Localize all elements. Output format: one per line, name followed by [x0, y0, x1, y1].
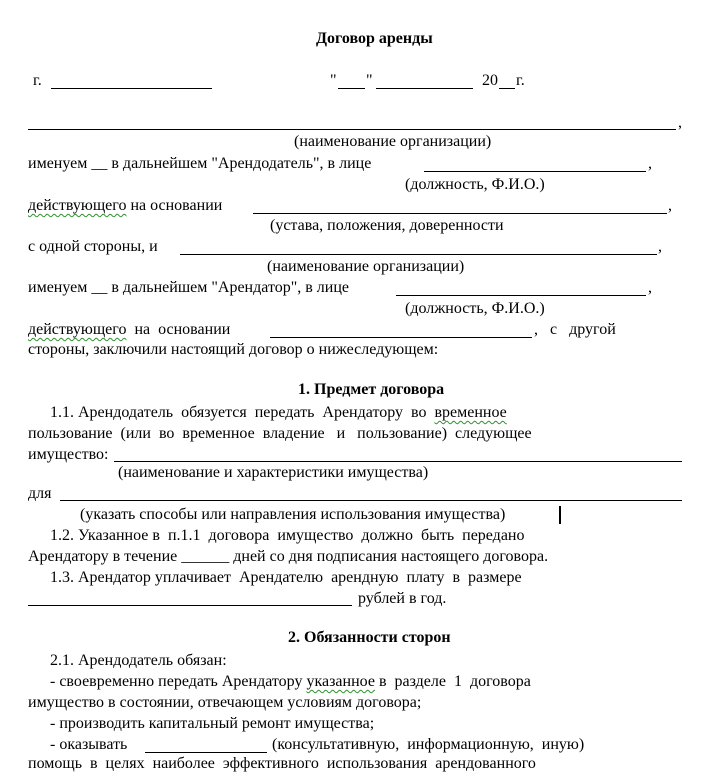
- landlord-basis-comma: ,: [668, 197, 672, 214]
- year-blank[interactable]: [499, 88, 515, 89]
- city-blank[interactable]: [51, 88, 212, 89]
- s2-b1-line2: имущество в состоянии, отвечающем условиям договора;: [28, 694, 422, 711]
- month-blank[interactable]: [376, 88, 473, 89]
- agreement-line: стороны, заключили настоящий договор о нижеследующем:: [28, 341, 439, 358]
- property-blank[interactable]: [114, 461, 682, 462]
- text-cursor: [559, 506, 561, 524]
- city-prefix: г.: [33, 72, 42, 89]
- property-caption: (наименование и характеристики имущества): [118, 464, 429, 481]
- landlord-rep-blank[interactable]: [424, 171, 646, 172]
- other-side-text: , с другой: [534, 321, 616, 338]
- day-blank[interactable]: [338, 88, 365, 89]
- document-title: Договор аренды: [316, 30, 433, 47]
- tenant-org-comma: ,: [658, 238, 662, 255]
- landlord-basis-blank[interactable]: [253, 213, 667, 214]
- s1-p3-line2: рублей в год.: [358, 590, 447, 607]
- s1-p2-line1: 1.2. Указанное в п.1.1 договора имущество должно быть передано: [50, 527, 525, 544]
- landlord-rep-comma: ,: [648, 155, 652, 172]
- date-open-quote: ": [330, 72, 337, 89]
- s2-b1-line1: [50, 673, 531, 691]
- rent-amount-blank[interactable]: [28, 605, 352, 606]
- landlord-org-caption: (наименование организации): [294, 133, 492, 150]
- landlord-org-comma: ,: [678, 114, 682, 131]
- acting-label-2: [28, 321, 230, 339]
- tenant-position-caption: (должность, Ф.И.О.): [405, 300, 545, 317]
- year-suffix: г.: [516, 72, 525, 89]
- s1-p1-line3: имущество:: [28, 446, 109, 463]
- s1-p3-line1: 1.3. Арендатор уплачивает Арендателю арендную плату в размере: [50, 569, 522, 586]
- on-basis-label: на основании: [130, 197, 223, 214]
- landlord-org-blank[interactable]: [28, 129, 676, 130]
- tenant-text: именуем __ в дальнейшем "Арендатор", в лице: [28, 279, 350, 296]
- assistance-blank[interactable]: [145, 752, 267, 753]
- acting-label: [28, 197, 222, 215]
- tenant-rep-comma: ,: [648, 279, 652, 296]
- usage-caption: (указать способы или направления использования имущества): [80, 506, 506, 523]
- acting-word: действующего: [28, 197, 127, 214]
- indicated-word: указанное: [306, 673, 375, 690]
- s1-p1-line1-text: 1.1. Арендодатель обязуется передать Арендатору во: [50, 404, 435, 421]
- section1-heading: 1. Предмет договора: [298, 381, 445, 398]
- s2-b3-b: (консультативную, информационную, иную): [272, 736, 585, 753]
- s2-b1-text-a: - своевременно передать Арендатору: [50, 673, 307, 690]
- tenant-org-caption: (наименование организации): [267, 258, 465, 275]
- charter-caption: (устава, положения, доверенности: [270, 217, 504, 234]
- s2-b3-a: - оказывать: [50, 736, 128, 753]
- temporary-word: временное: [434, 404, 507, 421]
- tenant-org-blank[interactable]: [180, 254, 657, 255]
- s2-b3-line2: помощь в целях наиболее эффективного использования арендованного: [28, 755, 536, 772]
- date-close-quote: ": [366, 72, 373, 89]
- landlord-position-caption: (должность, Ф.И.О.): [405, 176, 545, 193]
- acting-word-2: действующего: [28, 321, 127, 338]
- on-basis-label-2: на основании: [134, 321, 231, 338]
- section2-heading: 2. Обязанности сторон: [288, 629, 451, 646]
- s1-p1-line2: пользование (или во временное владение и пользование) следующее: [28, 425, 532, 442]
- tenant-basis-blank[interactable]: [270, 337, 532, 338]
- year-prefix: 20: [482, 72, 498, 89]
- usage-blank[interactable]: [60, 500, 682, 501]
- for-label: для: [28, 485, 52, 502]
- tenant-rep-blank[interactable]: [396, 295, 646, 296]
- one-side-text: с одной стороны, и: [28, 238, 158, 255]
- s1-p1-line1: [50, 404, 507, 422]
- s2-b1-text-c: в разделе 1 договора: [374, 673, 531, 690]
- s1-p2-line2: Арендатору в течение ______ дней со дня подписания настоящего договора.: [28, 548, 549, 565]
- s2-p1: 2.1. Арендодатель обязан:: [50, 652, 227, 669]
- landlord-text: именуем __ в дальнейшем "Арендодатель", в лице: [28, 155, 372, 172]
- s2-b2: - производить капитальный ремонт имущества;: [50, 715, 375, 732]
